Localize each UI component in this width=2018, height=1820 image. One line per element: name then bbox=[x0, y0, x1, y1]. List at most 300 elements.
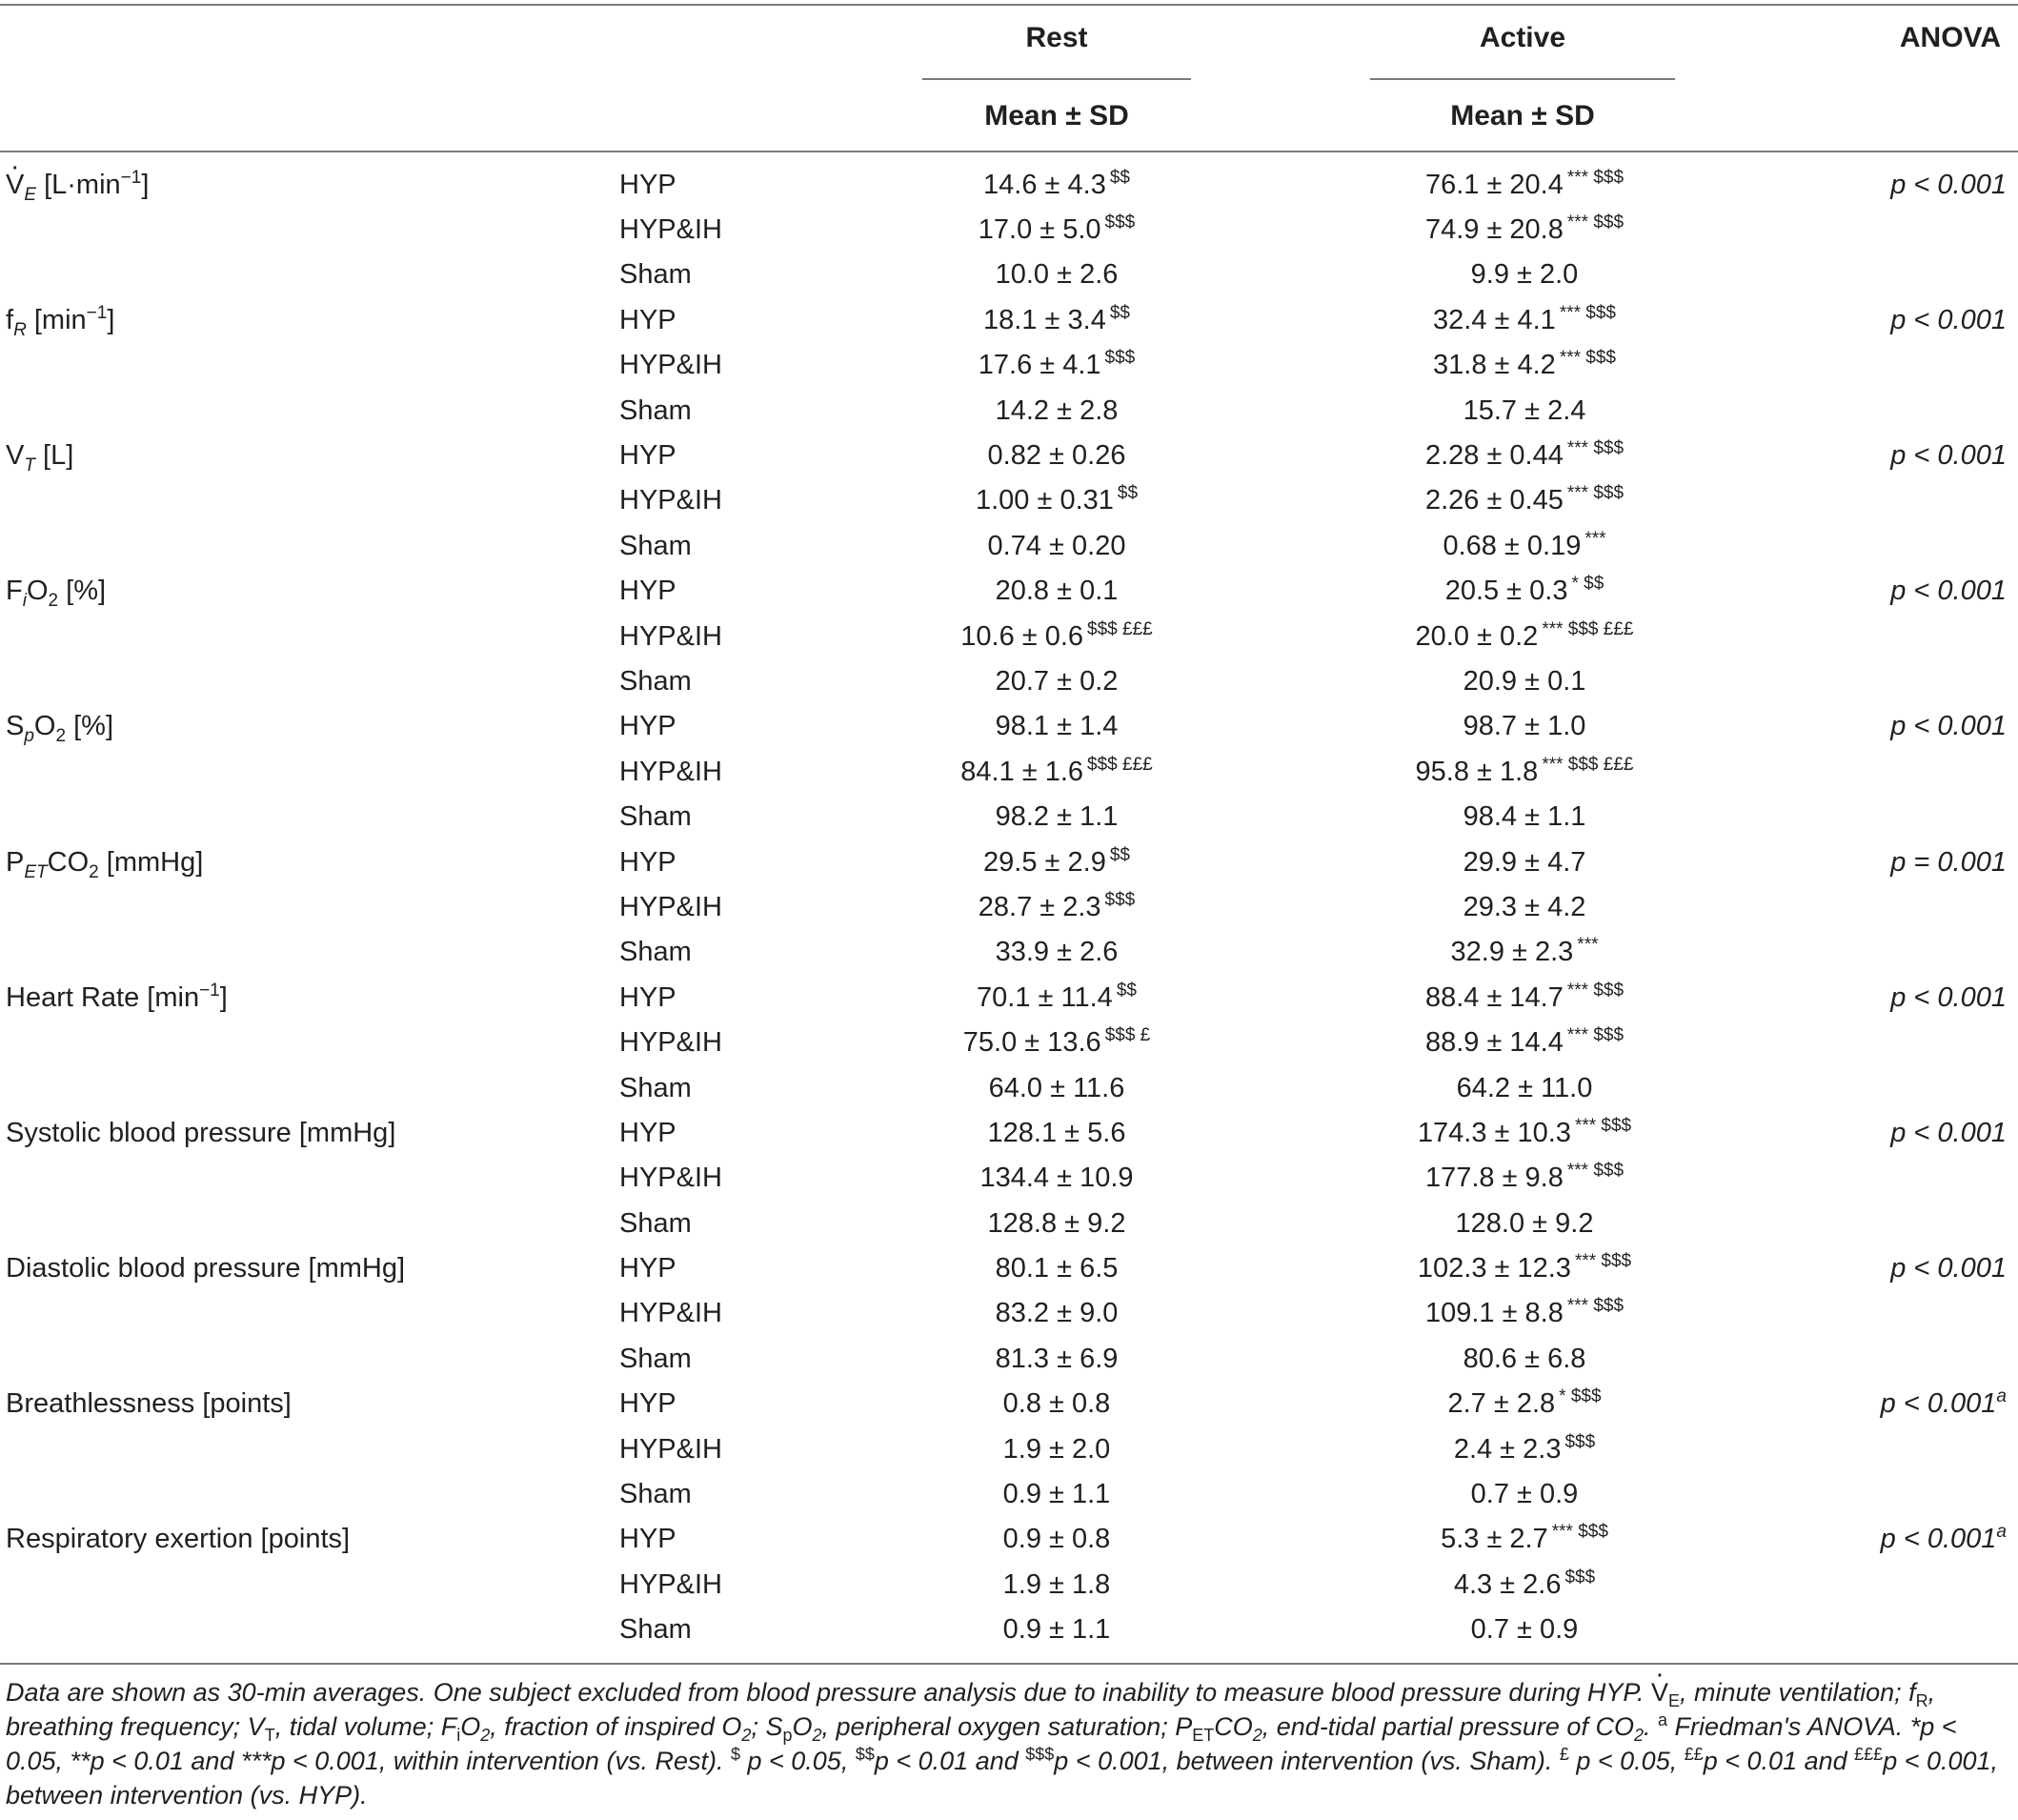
variable-label bbox=[0, 1471, 619, 1516]
header-rule bbox=[0, 151, 2018, 152]
rest-value-cell bbox=[922, 704, 1191, 749]
header-anova: ANOVA bbox=[1899, 22, 2001, 53]
spacer-cell bbox=[1191, 388, 1372, 433]
spacer-cell bbox=[1191, 1065, 1372, 1110]
active-value: 64.2 ± 11.0 bbox=[1456, 1072, 1593, 1103]
header-active: Active bbox=[1479, 22, 1566, 53]
group-label: Sham bbox=[619, 665, 692, 697]
variable-symbol: Heart Rate [min bbox=[6, 981, 200, 1013]
group-label: HYP bbox=[619, 169, 676, 200]
group-label: HYP bbox=[619, 1524, 676, 1555]
active-value: 80.6 ± 6.8 bbox=[1463, 1343, 1586, 1374]
rest-value: 33.9 ± 2.6 bbox=[995, 937, 1119, 968]
group-label: Sham bbox=[619, 394, 692, 426]
active-value: 32.4 ± 4.1 bbox=[1433, 304, 1556, 335]
variable-text: O bbox=[26, 576, 49, 607]
active-value: 9.9 ± 2.0 bbox=[1470, 259, 1579, 291]
rest-value: 0.74 ± 0.20 bbox=[987, 530, 1126, 561]
variable-text: [%] bbox=[66, 711, 114, 742]
footnote-sub: 2 bbox=[1252, 1726, 1262, 1745]
active-significance-mark: *** $$$ bbox=[1566, 438, 1624, 459]
spacer-cell bbox=[1191, 1562, 1372, 1607]
variable-label bbox=[0, 297, 619, 342]
footnote-text: CO bbox=[1214, 1712, 1253, 1741]
spacer-cell bbox=[1191, 839, 1372, 884]
table-row bbox=[0, 794, 2018, 839]
table-row bbox=[0, 1426, 2018, 1471]
active-value-cell bbox=[1372, 207, 1677, 252]
variable-symbol: V bbox=[6, 440, 25, 472]
anova-cell bbox=[1677, 253, 2018, 297]
active-value-cell bbox=[1372, 1156, 1677, 1201]
rest-significance-mark: $$ bbox=[1109, 844, 1130, 865]
group-label: Sham bbox=[619, 259, 692, 291]
variable-label bbox=[0, 1336, 619, 1381]
active-significance-mark: *** bbox=[1584, 528, 1606, 549]
rest-value-cell bbox=[922, 1382, 1191, 1426]
rest-value-cell bbox=[922, 749, 1191, 794]
active-value: 128.0 ± 9.2 bbox=[1455, 1207, 1594, 1239]
group-label: Sham bbox=[619, 801, 692, 833]
active-value: 174.3 ± 10.3 bbox=[1417, 1117, 1571, 1148]
footnote-text: p < 0.01 and bbox=[874, 1747, 1026, 1775]
spacer-cell bbox=[1191, 1201, 1372, 1245]
spacer-cell bbox=[1191, 162, 1372, 207]
footnote-sub: R bbox=[1915, 1691, 1928, 1710]
group-label: HYP bbox=[619, 304, 676, 335]
anova-cell bbox=[1677, 1110, 2018, 1155]
rest-value-cell bbox=[922, 794, 1191, 839]
variable-label bbox=[0, 1020, 619, 1064]
table-row bbox=[0, 1020, 2018, 1064]
rest-value: 14.6 ± 4.3 bbox=[983, 169, 1106, 200]
active-significance-mark: *** $$$ bbox=[1566, 980, 1624, 1001]
variable-label bbox=[0, 1065, 619, 1110]
variable-symbol: S bbox=[6, 711, 25, 742]
active-value-cell bbox=[1372, 614, 1677, 658]
rest-value: 0.9 ± 1.1 bbox=[1002, 1614, 1111, 1646]
spacer-cell bbox=[1191, 1471, 1372, 1516]
anova-value: p < 0.001 bbox=[1890, 304, 2007, 335]
variable-subscript: E bbox=[24, 184, 37, 205]
rest-value-cell bbox=[922, 343, 1191, 388]
anova-cell bbox=[1677, 297, 2018, 342]
active-value-cell bbox=[1372, 478, 1677, 523]
active-value: 2.26 ± 0.45 bbox=[1424, 485, 1564, 516]
variable-subscript: 2 bbox=[89, 861, 99, 882]
spacer-cell bbox=[1191, 930, 1372, 975]
variable-label bbox=[0, 1156, 619, 1201]
anova-cell bbox=[1677, 1245, 2018, 1290]
group-label: Sham bbox=[619, 1072, 692, 1103]
active-value: 0.7 ± 0.9 bbox=[1470, 1614, 1579, 1646]
variable-subscript: R bbox=[13, 319, 27, 340]
active-significance-mark: *** bbox=[1577, 935, 1599, 956]
anova-cell bbox=[1677, 1291, 2018, 1336]
variable-label bbox=[0, 1245, 619, 1290]
anova-value: p < 0.001 bbox=[1880, 1388, 1997, 1420]
active-significance-mark: *** $$$ £££ bbox=[1542, 618, 1634, 639]
rest-value-cell bbox=[922, 1426, 1191, 1471]
rest-value-cell bbox=[922, 433, 1191, 477]
spacer-cell bbox=[1191, 749, 1372, 794]
rest-significance-mark: $$$ £ bbox=[1104, 1025, 1151, 1046]
active-value-cell bbox=[1372, 343, 1677, 388]
table-row bbox=[0, 1156, 2018, 1201]
footnote-text: , breathing frequency; V bbox=[6, 1678, 1936, 1741]
variable-text: ] bbox=[107, 304, 115, 335]
rest-value: 134.4 ± 10.9 bbox=[979, 1163, 1134, 1194]
anova-cell bbox=[1677, 1065, 2018, 1110]
spacer-cell bbox=[1191, 343, 1372, 388]
rest-value-cell bbox=[922, 1156, 1191, 1201]
group-label: HYP bbox=[619, 1253, 676, 1284]
variable-label bbox=[0, 388, 619, 433]
variable-text: [L] bbox=[34, 440, 74, 472]
footnote-text: Data are shown as 30-min averages. One subject excluded from blood pressure analysis due to inability to measure blood pressure during HYP. bbox=[6, 1678, 1651, 1707]
active-value: 29.9 ± 4.7 bbox=[1463, 846, 1586, 878]
group-label: Sham bbox=[619, 1343, 692, 1374]
active-value-cell bbox=[1372, 1608, 1677, 1652]
table-row bbox=[0, 658, 2018, 703]
footnote-text: , tidal volume; F bbox=[274, 1712, 457, 1741]
rest-value-cell bbox=[922, 884, 1191, 929]
table-row bbox=[0, 749, 2018, 794]
active-significance-mark: *** $$$ bbox=[1559, 348, 1616, 369]
table-row bbox=[0, 1201, 2018, 1245]
spacer-cell bbox=[1191, 1426, 1372, 1471]
rest-value-cell bbox=[922, 1245, 1191, 1290]
group-label: HYP&IH bbox=[619, 1433, 722, 1465]
active-value: 98.7 ± 1.0 bbox=[1463, 711, 1586, 742]
active-value: 15.7 ± 2.4 bbox=[1463, 394, 1586, 426]
rest-value-cell bbox=[922, 614, 1191, 658]
rest-value: 18.1 ± 3.4 bbox=[983, 304, 1106, 335]
active-value: 20.5 ± 0.3 bbox=[1444, 576, 1568, 607]
footnote-text: Friedman's ANOVA. *p < 0.05, **p < 0.01 and ***p < 0.001, within intervention (vs. Rest). bbox=[6, 1712, 1957, 1775]
anova-cell bbox=[1677, 207, 2018, 252]
group-label: HYP bbox=[619, 440, 676, 472]
active-value-cell bbox=[1372, 749, 1677, 794]
active-value-cell bbox=[1372, 297, 1677, 342]
variable-label bbox=[0, 1517, 619, 1562]
active-significance-mark: *** $$$ bbox=[1566, 1025, 1624, 1046]
active-value: 109.1 ± 8.8 bbox=[1424, 1298, 1564, 1329]
active-value-cell bbox=[1372, 523, 1677, 568]
footnote-sup: $ bbox=[730, 1745, 740, 1764]
header-active-mean-sd: Mean ± SD bbox=[1450, 100, 1595, 131]
active-significance-mark: *** $$$ bbox=[1566, 483, 1624, 504]
active-significance-mark: *** $$$ bbox=[1551, 1522, 1608, 1543]
rest-value: 10.0 ± 2.6 bbox=[995, 259, 1119, 291]
rest-value: 83.2 ± 9.0 bbox=[995, 1298, 1119, 1329]
anova-cell bbox=[1677, 1608, 2018, 1652]
rest-value-cell bbox=[922, 569, 1191, 614]
group-label: Sham bbox=[619, 1479, 692, 1510]
active-significance-mark: *** $$$ bbox=[1559, 302, 1616, 323]
rest-value-cell bbox=[922, 1201, 1191, 1245]
rest-significance-mark: $$ bbox=[1117, 483, 1139, 504]
table-row bbox=[0, 975, 2018, 1020]
footnote-text: O bbox=[460, 1712, 481, 1741]
rest-significance-mark: $$ bbox=[1116, 980, 1137, 1001]
footnote-sub: i bbox=[456, 1726, 461, 1745]
anova-cell bbox=[1677, 930, 2018, 975]
rest-value: 64.0 ± 11.6 bbox=[988, 1072, 1125, 1103]
active-value: 20.0 ± 0.2 bbox=[1415, 620, 1539, 652]
active-significance-mark: *** $$$ £££ bbox=[1542, 754, 1634, 775]
anova-value: p < 0.001 bbox=[1880, 1524, 1997, 1555]
top-rule bbox=[0, 4, 2018, 6]
active-significance-mark: *** $$$ bbox=[1566, 1161, 1624, 1182]
variable-text: ] bbox=[219, 981, 228, 1013]
variable-text: [mmHg] bbox=[98, 846, 204, 878]
spacer-cell bbox=[1191, 704, 1372, 749]
table-row bbox=[0, 884, 2018, 929]
active-significance-mark: *** $$$ bbox=[1566, 167, 1624, 188]
anova-cell bbox=[1677, 433, 2018, 477]
table-row bbox=[0, 297, 2018, 342]
table-row bbox=[0, 569, 2018, 614]
variable-symbol: Diastolic blood pressure [mmHg] bbox=[6, 1253, 406, 1284]
active-value-cell bbox=[1372, 884, 1677, 929]
footnote-sup: $$ bbox=[855, 1745, 875, 1764]
active-value-cell bbox=[1372, 253, 1677, 297]
variable-label bbox=[0, 749, 619, 794]
header-active-underline bbox=[1370, 78, 1675, 80]
rest-value: 1.9 ± 1.8 bbox=[1002, 1568, 1111, 1600]
table-row bbox=[0, 1517, 2018, 1562]
variable-subscript: i bbox=[22, 591, 27, 612]
anova-cell bbox=[1677, 569, 2018, 614]
header-rest: Rest bbox=[1025, 22, 1088, 53]
anova-cell bbox=[1677, 1336, 2018, 1381]
rest-value-cell bbox=[922, 975, 1191, 1020]
table-row bbox=[0, 253, 2018, 297]
active-value-cell bbox=[1372, 794, 1677, 839]
group-label: HYP bbox=[619, 1388, 676, 1420]
variable-label bbox=[0, 930, 619, 975]
table-row bbox=[0, 343, 2018, 388]
footnote-text: p < 0.05, bbox=[1568, 1747, 1685, 1775]
active-value-cell bbox=[1372, 569, 1677, 614]
active-significance-mark: *** $$$ bbox=[1574, 1251, 1632, 1272]
anova-cell bbox=[1677, 478, 2018, 523]
rest-value: 84.1 ± 1.6 bbox=[960, 756, 1084, 787]
active-significance-mark: * $$ bbox=[1571, 574, 1604, 595]
active-value-cell bbox=[1372, 1201, 1677, 1245]
group-label: HYP&IH bbox=[619, 485, 722, 516]
group-label: HYP&IH bbox=[619, 620, 722, 652]
spacer-cell bbox=[1191, 478, 1372, 523]
group-label: HYP bbox=[619, 846, 676, 878]
group-label: HYP bbox=[619, 576, 676, 607]
anova-cell bbox=[1677, 975, 2018, 1020]
variable-label bbox=[0, 569, 619, 614]
header-rest-mean-sd: Mean ± SD bbox=[984, 100, 1129, 131]
table-row bbox=[0, 614, 2018, 658]
active-value-cell bbox=[1372, 1426, 1677, 1471]
group-label: HYP&IH bbox=[619, 1027, 722, 1059]
group-label: HYP&IH bbox=[619, 1298, 722, 1329]
active-value-cell bbox=[1372, 975, 1677, 1020]
anova-cell bbox=[1677, 1020, 2018, 1064]
rest-value: 70.1 ± 11.4 bbox=[977, 981, 1113, 1013]
variable-text: CO bbox=[47, 846, 90, 878]
table-row bbox=[0, 162, 2018, 207]
anova-cell bbox=[1677, 1517, 2018, 1562]
active-value-cell bbox=[1372, 1245, 1677, 1290]
rest-value-cell bbox=[922, 207, 1191, 252]
anova-value: p < 0.001 bbox=[1890, 711, 2007, 742]
variable-subscript: ET bbox=[24, 861, 48, 882]
footnote-sup: ££ bbox=[1684, 1745, 1704, 1764]
table-row bbox=[0, 704, 2018, 749]
rest-value-cell bbox=[922, 478, 1191, 523]
spacer-cell bbox=[1191, 1020, 1372, 1064]
group-label: HYP&IH bbox=[619, 214, 722, 246]
table-row bbox=[0, 1110, 2018, 1155]
footnote-sup: £££ bbox=[1854, 1745, 1884, 1764]
footnote-sub: 2 bbox=[480, 1726, 491, 1745]
table-row bbox=[0, 433, 2018, 477]
rest-significance-mark: $$$ £££ bbox=[1087, 754, 1153, 775]
anova-cell bbox=[1677, 343, 2018, 388]
spacer-cell bbox=[1191, 297, 1372, 342]
rest-value-cell bbox=[922, 253, 1191, 297]
variable-text: [%] bbox=[58, 576, 107, 607]
rest-value-cell bbox=[922, 658, 1191, 703]
spacer-cell bbox=[1191, 207, 1372, 252]
rest-value-cell bbox=[922, 839, 1191, 884]
group-label: Sham bbox=[619, 937, 692, 968]
anova-value: p < 0.001 bbox=[1890, 1117, 2007, 1148]
spacer-cell bbox=[1191, 1336, 1372, 1381]
footnote-text: p < 0.001, between intervention (vs. Sham). bbox=[1054, 1747, 1560, 1775]
active-significance-mark: $$$ bbox=[1564, 1431, 1596, 1452]
anova-cell bbox=[1677, 1426, 2018, 1471]
group-label: HYP bbox=[619, 981, 676, 1013]
variable-label bbox=[0, 253, 619, 297]
active-value: 4.3 ± 2.6 bbox=[1453, 1568, 1562, 1600]
rest-value-cell bbox=[922, 1562, 1191, 1607]
header-rest-underline bbox=[922, 78, 1191, 80]
variable-label bbox=[0, 207, 619, 252]
footnote-sub: 2 bbox=[1633, 1726, 1644, 1745]
active-value: 88.4 ± 14.7 bbox=[1424, 981, 1564, 1013]
variable-symbol: Respiratory exertion [points] bbox=[6, 1524, 351, 1555]
active-value: 2.4 ± 2.3 bbox=[1453, 1433, 1562, 1465]
spacer-cell bbox=[1191, 433, 1372, 477]
active-value: 76.1 ± 20.4 bbox=[1424, 169, 1564, 200]
active-value-cell bbox=[1372, 1562, 1677, 1607]
variable-label bbox=[0, 478, 619, 523]
rest-value-cell bbox=[922, 1291, 1191, 1336]
variable-superscript: −1 bbox=[199, 980, 220, 1001]
active-value-cell bbox=[1372, 1336, 1677, 1381]
rest-significance-mark: $$$ bbox=[1104, 889, 1136, 910]
variable-label bbox=[0, 523, 619, 568]
footnote-text: , peripheral oxygen saturation; P bbox=[821, 1712, 1193, 1741]
group-label: HYP&IH bbox=[619, 891, 722, 922]
anova-cell bbox=[1677, 162, 2018, 207]
footnote-text: , end-tidal partial pressure of CO bbox=[1261, 1712, 1634, 1741]
rest-value-cell bbox=[922, 1471, 1191, 1516]
rest-value: 28.7 ± 2.3 bbox=[978, 891, 1101, 922]
active-value: 98.4 ± 1.1 bbox=[1463, 801, 1586, 833]
active-value: 2.28 ± 0.44 bbox=[1424, 440, 1564, 472]
variable-label bbox=[0, 614, 619, 658]
spacer-cell bbox=[1191, 569, 1372, 614]
footnote-ve-symbol: · V bbox=[1651, 1675, 1668, 1709]
anova-cell bbox=[1677, 749, 2018, 794]
variable-label bbox=[0, 839, 619, 884]
footnote-text: p < 0.01 and bbox=[1703, 1747, 1855, 1775]
rest-significance-mark: $$$ £££ bbox=[1087, 618, 1153, 639]
spacer-cell bbox=[1191, 1608, 1372, 1652]
rest-value: 20.8 ± 0.1 bbox=[995, 576, 1119, 607]
group-label: HYP bbox=[619, 1117, 676, 1148]
footnote-sup: a bbox=[1657, 1710, 1667, 1729]
table-row bbox=[0, 1336, 2018, 1381]
rest-value-cell bbox=[922, 1336, 1191, 1381]
variable-label bbox=[0, 433, 619, 477]
anova-cell bbox=[1677, 614, 2018, 658]
variable-symbol: F bbox=[6, 576, 23, 607]
variable-text: ] bbox=[141, 169, 150, 200]
rest-value-cell bbox=[922, 1608, 1191, 1652]
spacer-cell bbox=[1191, 1245, 1372, 1290]
data-table bbox=[0, 162, 2018, 1652]
rest-value: 14.2 ± 2.8 bbox=[995, 394, 1119, 426]
variable-subscript: T bbox=[24, 455, 35, 476]
anova-cell bbox=[1677, 1382, 2018, 1426]
rest-value-cell bbox=[922, 162, 1191, 207]
spacer-cell bbox=[1191, 1291, 1372, 1336]
rest-value: 0.82 ± 0.26 bbox=[987, 440, 1126, 472]
group-label: HYP&IH bbox=[619, 1568, 722, 1600]
group-label: Sham bbox=[619, 530, 692, 561]
group-label: Sham bbox=[619, 1207, 692, 1239]
spacer-cell bbox=[1191, 1156, 1372, 1201]
spacer-cell bbox=[1191, 523, 1372, 568]
footnote-text: O bbox=[792, 1712, 813, 1741]
active-value: 29.3 ± 4.2 bbox=[1463, 891, 1586, 922]
rest-value: 98.1 ± 1.4 bbox=[995, 711, 1119, 742]
variable-label bbox=[0, 1426, 619, 1471]
variable-text: [L·min bbox=[36, 169, 121, 200]
anova-cell bbox=[1677, 523, 2018, 568]
spacer-cell bbox=[1191, 1110, 1372, 1155]
table-row bbox=[0, 930, 2018, 975]
variable-label bbox=[0, 658, 619, 703]
rest-value: 80.1 ± 6.5 bbox=[995, 1253, 1119, 1284]
variable-symbol: Systolic blood pressure [mmHg] bbox=[6, 1117, 396, 1148]
rest-value: 98.2 ± 1.1 bbox=[995, 801, 1119, 833]
rest-significance-mark: $$$ bbox=[1104, 348, 1136, 369]
active-value-cell bbox=[1372, 658, 1677, 703]
footnote-sub: E bbox=[1667, 1691, 1680, 1710]
anova-cell bbox=[1677, 1471, 2018, 1516]
footnote-sub: p bbox=[782, 1726, 793, 1745]
rest-value-cell bbox=[922, 1517, 1191, 1562]
active-value: 20.9 ± 0.1 bbox=[1463, 665, 1586, 697]
active-value: 31.8 ± 4.2 bbox=[1433, 350, 1556, 381]
active-value-cell bbox=[1372, 1110, 1677, 1155]
active-significance-mark: *** $$$ bbox=[1566, 1296, 1624, 1317]
active-value: 2.7 ± 2.8 bbox=[1447, 1388, 1556, 1420]
group-label: HYP&IH bbox=[619, 756, 722, 787]
